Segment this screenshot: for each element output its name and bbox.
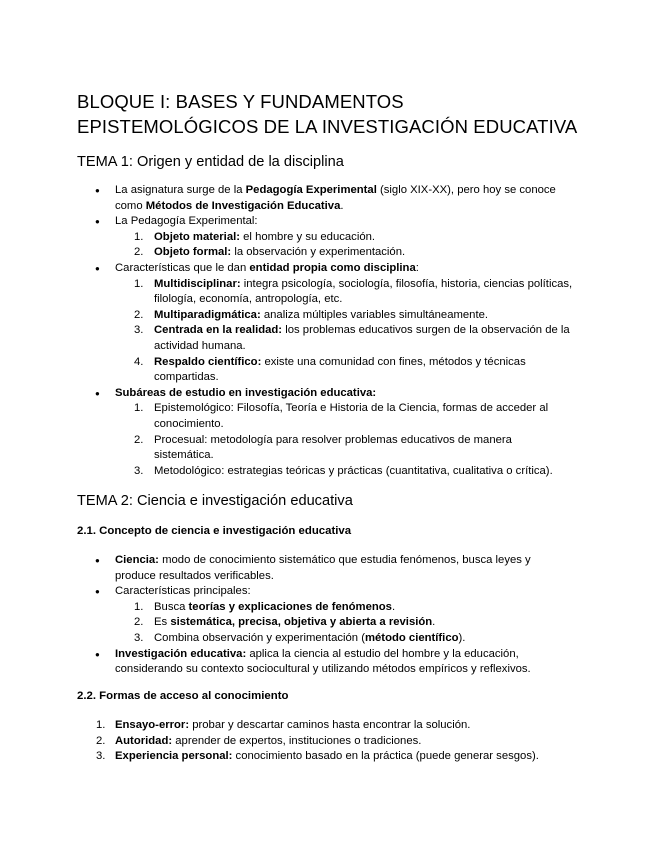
list-item: 3. Combina observación y experimentación (método científico). <box>134 631 466 644</box>
list-item: 2. Autoridad: aprender de expertos, instituciones o tradiciones. <box>96 734 422 747</box>
list-item: 2. Multiparadigmática: analiza múltiples variables simultáneamente. <box>134 308 489 321</box>
list-item: ● La asignatura surge de la Pedagogía Experimental (siglo XIX-XX), pero hoy se conoce como Métodos de Investigación Educativa. <box>95 184 556 212</box>
list-item: ● La Pedagogía Experimental: <box>0 214 560 230</box>
list-item: 4. Respaldo científico: existe una comunidad con fines, métodos y técnicas compartidas. <box>134 355 526 384</box>
list-item: 1. Epistemológico: Filosofía, Teoría e Historia de la Ciencia, formas de acceder al conocimiento. <box>134 402 549 430</box>
list-item: 2. Procesual: metodología para resolver problemas educativos de manera sistemática. <box>134 433 512 462</box>
tema1-title: TEMA 1: Origen y entidad de la disciplina <box>77 154 344 170</box>
list-item: ● Características principales: <box>0 584 560 600</box>
bullet-icon: ● <box>95 587 100 597</box>
list-item: 1. Busca teorías y explicaciones de fenómenos. <box>134 600 396 613</box>
block-title <box>77 89 637 139</box>
list-item: 1. Objeto material: el hombre y su educación. <box>134 230 376 243</box>
list-item: ● Características que le dan entidad propia como disciplina: <box>0 261 560 277</box>
access-list <box>0 718 655 765</box>
tema1-list <box>0 183 655 479</box>
block-title-line2: EPISTEMOLÓGICOS DE LA INVESTIGACIÓN EDUCATIVA <box>77 116 578 137</box>
bullet-icon: ● <box>95 263 100 273</box>
tema2-list <box>0 553 655 678</box>
list-item: ● Ciencia: modo de conocimiento sistemático que estudia fenómenos, busca leyes y produce resultados verificables. <box>95 554 531 582</box>
list-item: 2. Es sistemática, precisa, objetiva y abierta a revisión. <box>134 616 436 629</box>
tema2-title: TEMA 2: Ciencia e investigación educativa <box>77 493 353 509</box>
bullet-icon: ● <box>95 217 100 227</box>
list-item: ● Subáreas de estudio en investigación educativa: <box>0 386 560 402</box>
section-2-2-title: 2.2. Formas de acceso al conocimiento <box>77 690 289 702</box>
bullet-icon: ● <box>95 186 100 195</box>
block-title-line1: BLOQUE I: BASES Y FUNDAMENTOS <box>77 91 404 112</box>
section-2-1-title: 2.1. Concepto de ciencia e investigación educativa <box>77 525 352 537</box>
list-item: 3. Experiencia personal: conocimiento basado en la práctica (puede generar sesgos). <box>96 750 539 763</box>
list-item: 1. Multidisciplinar: integra psicología, sociología, filosofía, historia, ciencias políticas, filología, economía, antropología, etc. <box>134 277 573 306</box>
list-item: 2. Objeto formal: la observación y experimentación. <box>134 246 406 259</box>
list-item: ● Investigación educativa: aplica la ciencia al estudio del hombre y la educación, considerando su contexto sociocultural y utilizando métodos empíricos y reflexivos. <box>95 647 531 676</box>
bullet-icon: ● <box>95 556 100 565</box>
list-item: 3. Centrada en la realidad: los problemas educativos surgen de la observación de la actividad humana. <box>134 324 570 352</box>
list-item: 1. Ensayo-error: probar y descartar caminos hasta encontrar la solución. <box>96 719 471 731</box>
list-item: 3. Metodológico: estrategias teóricas y prácticas (cuantitativa, cualitativa o crítica). <box>134 464 553 477</box>
bullet-icon: ● <box>95 388 100 398</box>
bullet-icon: ● <box>95 649 100 659</box>
